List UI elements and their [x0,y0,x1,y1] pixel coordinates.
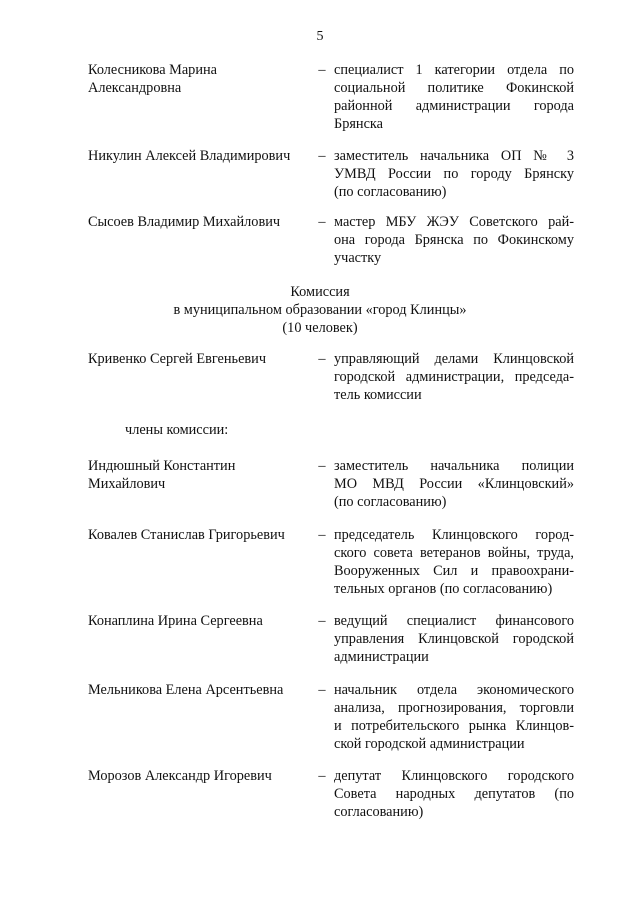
person-name: Морозов Александр Игоревич [88,768,272,784]
person-role: ведущий специалист финансового управления Клинцовской городской администрации [334,613,574,665]
person-name: Ковалев Станислав Григорьевич [88,527,285,543]
person-role: депутат Клинцовского городского Совета народных депутатов (по согласованию) [334,768,574,820]
dash-separator: – [318,682,326,698]
person-role: заместитель начальника ОП № 3 УМВД России по городу Брянску (по согласованию) [334,148,574,200]
dash-separator: – [318,214,326,230]
person-name: Индюшный Константин Михайлович [88,458,236,492]
person-role: управляющий делами Клинцовской городской администрации, председа- тель комиссии [334,351,574,403]
person-name: Колесникова Марина Александровна [88,62,217,96]
person-name: Конаплина Ирина Сергеевна [88,613,263,629]
commission-count: (10 человек) [282,320,358,336]
dash-separator: – [318,768,326,784]
person-role: мастер МБУ ЖЭУ Советского рай- она города Брянска по Фокинскому участку [334,214,574,266]
dash-separator: – [318,62,326,78]
page-number: 5 [316,29,324,44]
person-role: начальник отдела экономического анализа, прогнозирования, торговли и потребительского рынка Клинцов- ской городской администрации [334,682,574,752]
dash-separator: – [318,148,326,164]
person-role: заместитель начальника полиции МО МВД России «Клинцовский» (по согласованию) [334,458,574,510]
person-name: Мельникова Елена Арсентьевна [88,682,284,698]
commission-title: Комиссия [290,284,350,300]
dash-separator: – [318,351,326,367]
person-name: Сысоев Владимир Михайлович [88,214,281,230]
person-role: специалист 1 категории отдела по социальной политике Фокинской районной администрации города Брянска [334,62,574,132]
commission-subtitle: в муниципальном образовании «город Клинцы» [173,302,467,318]
person-role: председатель Клинцовского город- ского совета ветеранов войны, труда, Вооруженных Сил и правоохрани- тельных органов (по согласованию) [334,527,574,597]
dash-separator: – [318,613,326,629]
person-name: Кривенко Сергей Евгеньевич [88,351,267,367]
person-name: Никулин Алексей Владимирович [88,148,291,164]
dash-separator: – [318,527,326,543]
members-label: члены комиссии: [125,422,229,438]
dash-separator: – [318,458,326,474]
